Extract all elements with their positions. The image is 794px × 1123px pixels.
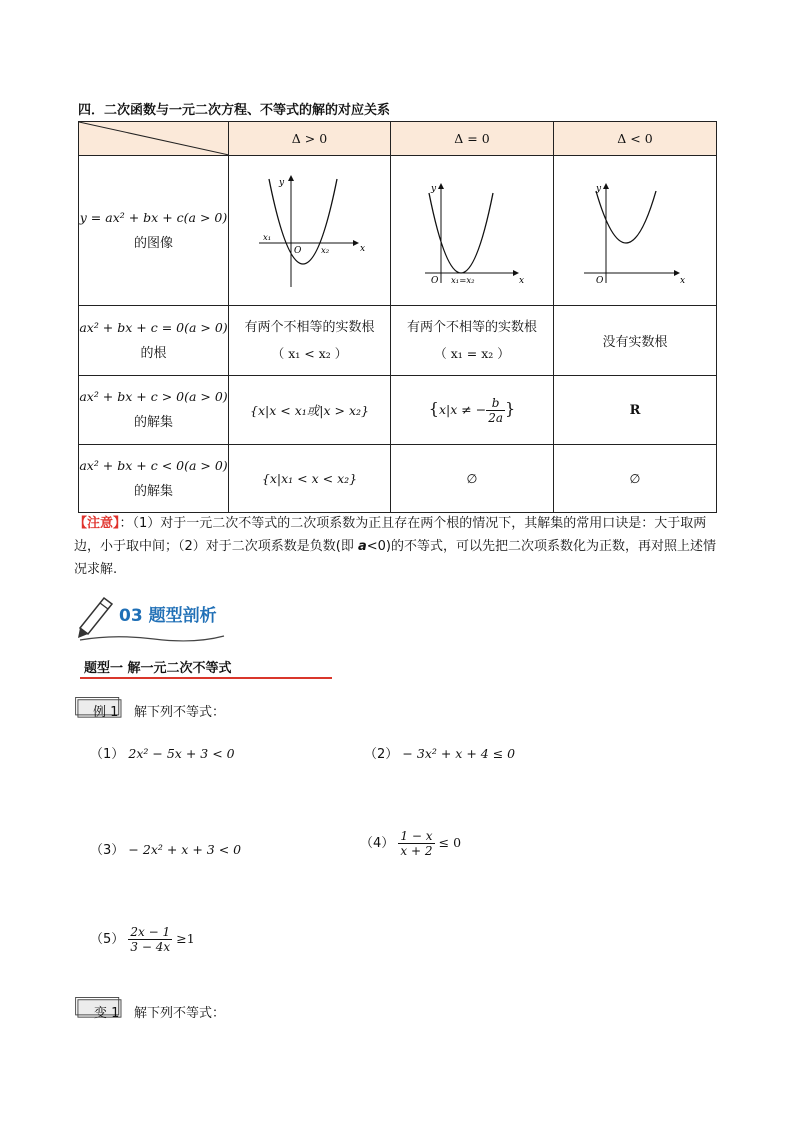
problem-5-relation: ≥1: [176, 931, 195, 946]
parabola-no-root-graph: [580, 171, 690, 291]
problem-3: [90, 839, 241, 858]
graph1-x-label: x: [359, 243, 365, 254]
problem-1-number: （1）: [90, 747, 125, 762]
section-title: 四．二次函数与一元二次方程、不等式的解的对应关系: [78, 103, 391, 118]
greater-cell-no-root: R: [554, 376, 717, 445]
roots-cell-equal-text: 有两个不相等的实数根: [406, 319, 537, 335]
problem-3-expr: − 2x² + x + 3 < 0: [128, 842, 242, 857]
roots-cell-none: 没有实数根: [554, 306, 717, 376]
problem-2-number: （2）: [364, 747, 399, 762]
question-type-underline: [80, 677, 332, 679]
problem-3-number: （3）: [90, 843, 125, 858]
parabola-two-roots-graph: [255, 171, 365, 291]
graph3-y-label: y: [596, 183, 602, 194]
row-label-greater-text: 的解集: [133, 415, 173, 430]
problem-4: [360, 829, 461, 858]
header-delta-negative: Δ < 0: [554, 122, 717, 156]
problem-2-expr: − 3x² + x + 4 ≤ 0: [402, 746, 516, 761]
pencil-icon: [78, 598, 112, 638]
roots-cell-two-text: 有两个不相等的实数根: [244, 319, 375, 335]
note-tag: 【注意】: [74, 516, 120, 531]
row-label-less-math: ax² + bx + c < 0(a > 0): [79, 457, 228, 473]
problem-5-fraction: $\frac{2x - 1}{3 - 4x}$: [130, 925, 171, 954]
problem-2: [364, 743, 515, 762]
roots-cell-two: [229, 306, 391, 376]
roots-cell-equal: [391, 306, 554, 376]
row-label-graph: [79, 156, 229, 306]
table-row-graph: [79, 156, 717, 306]
problem-4-relation: ≤ 0: [438, 835, 462, 850]
row-label-greater-math: ax² + bx + c > 0(a > 0): [79, 389, 228, 404]
note-a-variable: a: [357, 539, 367, 554]
example-1-label: 例 1: [93, 705, 119, 720]
graph3-origin-label: O: [596, 275, 604, 286]
diagonal-header-cell: [79, 122, 229, 156]
parabola-one-root-graph: [417, 171, 527, 291]
header-delta-positive: Δ > 0: [229, 122, 391, 156]
graph-cell-no-root: [554, 156, 717, 306]
table-header-row: [79, 122, 717, 156]
graph1-origin-label: O: [293, 245, 301, 256]
greater-cell-two-roots: {x|x < x₁或|x > x₂}: [229, 376, 391, 445]
roots-cell-two-sub: （ x₁ < x₂ ）: [271, 345, 348, 361]
graph2-x-label: x: [519, 275, 525, 286]
diagonal-line: [79, 122, 229, 155]
b-over-2a-fraction: $\frac{b}{2a}$: [488, 395, 503, 425]
less-cell-one-root: ∅: [391, 445, 554, 513]
question-type-title: 题型一 解一元二次不等式: [84, 661, 232, 676]
graph2-x1eq-label: x₁=x₂: [451, 275, 475, 286]
graph-cell-one-root: [391, 156, 554, 306]
variant-1-label: 变 1: [94, 1006, 120, 1021]
problem-4-fraction: $\frac{1 - x}{x + 2}$: [400, 829, 433, 858]
less-cell-two-roots: {x|x₁ < x < x₂}: [229, 445, 391, 513]
relation-table: [78, 121, 717, 513]
row-label-graph-math: y = ax² + bx + c(a > 0): [79, 209, 228, 225]
header-delta-zero: Δ = 0: [391, 122, 554, 156]
graph1-x2-label: x₂: [320, 245, 329, 256]
note-text-b: <0)的不等式，可以先把二次项系数化为正数，再对照上述情况求解.: [74, 539, 717, 577]
problem-5-number: （5）: [90, 932, 125, 947]
row-label-greater: [79, 376, 229, 445]
problem-1: [90, 743, 235, 762]
note-text-a: ：（1）对于一元二次不等式的二次项系数为正且存在两个根的情况下，其解集的常用口诀是：大于取两边，小于取中间；（2）对于二次项系数是负数(即: [74, 516, 707, 554]
greater-cell-one-root: {x|x ≠ − $\frac{b}{2a}$ }: [391, 376, 554, 445]
graph2-origin-label: O: [431, 275, 439, 286]
graph-cell-two-roots: [229, 156, 391, 306]
graph2-y-label: y: [431, 183, 437, 194]
graph1-x1-label: x₁: [262, 232, 271, 243]
problem-4-number: （4）: [360, 836, 395, 851]
graph3-x-label: x: [680, 275, 686, 286]
row-label-graph-text: 的图像: [133, 235, 173, 251]
variant-1-instruction: 解下列不等式：: [134, 1006, 226, 1021]
less-cell-no-root: ∅: [554, 445, 717, 513]
example-1-instruction: 解下列不等式：: [134, 705, 226, 720]
row-label-less: [79, 445, 229, 513]
graph1-y-label: y: [278, 177, 284, 188]
table-row-roots: [79, 306, 717, 376]
problem-1-expr: 2x² − 5x + 3 < 0: [128, 746, 235, 761]
row-label-roots-math: ax² + bx + c = 0(a > 0): [79, 319, 228, 335]
note-paragraph: [74, 512, 726, 581]
table-row-greater: [79, 376, 717, 445]
row-label-less-text: 的解集: [133, 483, 173, 499]
problem-5: [90, 925, 195, 954]
section-banner-label: 03 题型剖析: [119, 606, 217, 626]
row-label-roots: [79, 306, 229, 376]
greater-cell-one-root-expr: x ≠ −: [450, 401, 487, 417]
roots-cell-equal-sub: （ x₁ = x₂ ）: [434, 345, 510, 361]
row-label-roots-text: 的根: [140, 345, 167, 361]
table-row-less: [79, 445, 717, 513]
